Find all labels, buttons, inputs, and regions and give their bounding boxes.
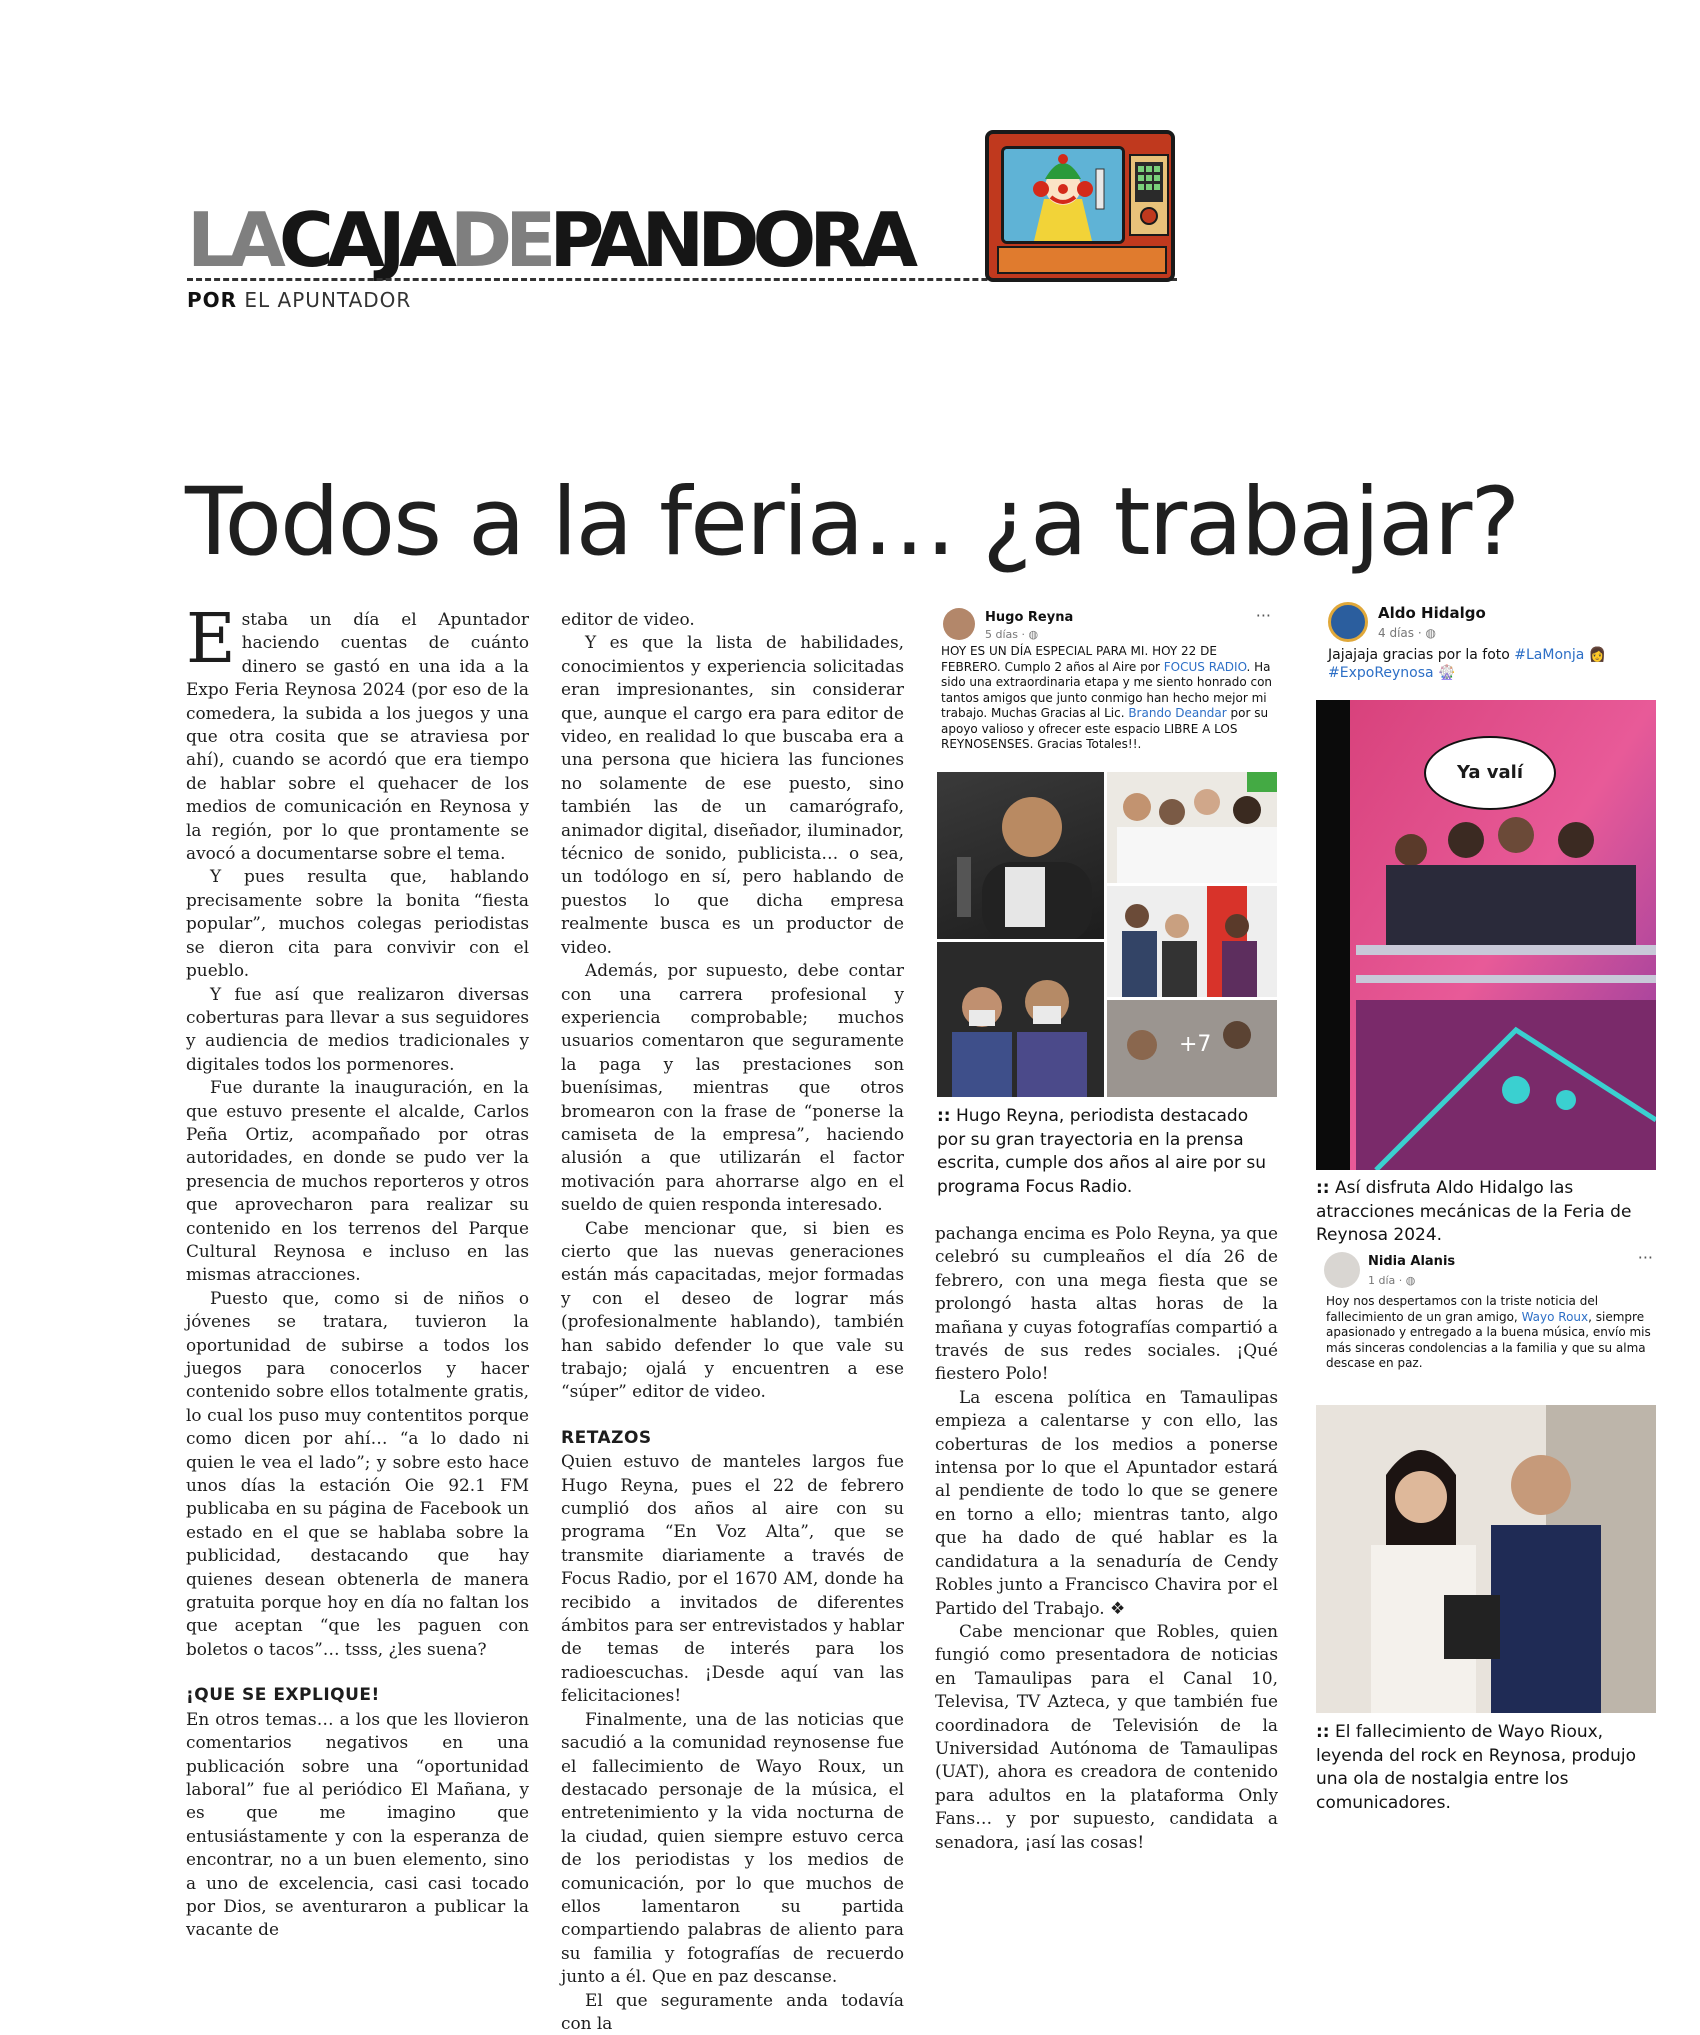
tv-control-panel xyxy=(1129,154,1169,236)
paragraph: editor de video. xyxy=(561,609,695,629)
avatar xyxy=(1324,1252,1360,1288)
byline-por: POR xyxy=(187,288,238,312)
photo-more[interactable] xyxy=(1107,1000,1277,1097)
avatar xyxy=(943,608,975,640)
masthead-de: DE xyxy=(449,196,550,284)
post-text: Hoy nos despertamos con la triste noticia del fallecimiento de un gran amigo, Wayo Roux, siempre apasionado y entregado a la buena música, envío mis más sinceras condolencias a la familia y que su alma descase en paz. xyxy=(1326,1294,1651,1370)
paragraph: El que seguramente anda todavía con la xyxy=(561,1989,904,2033)
facebook-post-aldo xyxy=(1320,596,1660,682)
masthead-caja: CAJA xyxy=(278,196,450,284)
photo-radio-studio xyxy=(937,772,1104,939)
facebook-post-hugo xyxy=(937,604,1277,753)
caption-aldo: :: Así disfruta Aldo Hidalgo las atracciones mecánicas de la Feria de Reynosa 2024. xyxy=(1316,1178,1632,1245)
paragraph-text: staba un día el Apuntador haciendo cuentas de cuánto dinero se gastó en una ida a la Expo Feria Reynosa 2024 (por eso de la comedera, la subida a los juegos y una que otra cosita que se atraviesa por ahí), cuando se acordó que era tiempo de hablar sobre el quehacer de los medios de comunicación en Reynosa y la región, por lo que prontamente se avocó a documentarse sobre el tema. xyxy=(186,609,529,864)
article-column-1 xyxy=(186,600,529,1942)
globe-icon: ◍ xyxy=(1425,626,1436,640)
caption-nidia: :: El fallecimiento de Wayo Rioux, leyenda del rock en Reynosa, produjo una ola de nostalgia entre los comunicadores. xyxy=(1316,1722,1637,1813)
article-headline: Todos a la feria… ¿a trabajar? xyxy=(185,468,1519,577)
photo-masks xyxy=(937,942,1104,1097)
section-masthead xyxy=(187,196,947,284)
post-meta: 1 día · ◍ xyxy=(1368,1274,1416,1287)
article-column-2 xyxy=(561,608,904,2035)
paragraph: En otros temas… a los que les llovieron comentarios negativos en una publicación sobre una “oportunidad laboral” fue al periódico El Mañana, y es que me imagino que entusiástamente y con la esperanza de encontrar, no a un buen elemento, sino a uno de excelencia, casi casi tocado por Dios, se aventuraron a publicar la vacante de xyxy=(186,1708,529,1940)
paragraph: Puesto que, como si de niños o jóvenes se tratara, tuvieron la oportunidad de subirse a todos los juegos para conocerlos y hacer contenido sobre ellos totalmente gratis, lo cual los puso muy contentitos porque como dicen por ahí… “a lo dado ni quien le vea el lado”; y sobre esto hace unos días la estación Oie 92.1 FM publicaba en su página de Facebook un estado en el que se hablaba sobre la publicidad, destacando que hay quienes desean obtenerla de manera gratuita porque hoy en día no faltan los que aceptan “que les paguen con boletos o tacos”… tsss, ¿les suena? xyxy=(186,1287,529,1659)
link-focus-radio[interactable]: FOCUS RADIO xyxy=(1163,659,1247,674)
masthead-pandora: PANDORA xyxy=(549,196,912,284)
post-author: Hugo Reyna xyxy=(985,610,1074,625)
globe-icon: ◍ xyxy=(1405,1274,1416,1287)
clown-tv-icon xyxy=(985,130,1175,282)
paragraph: Finalmente, una de las noticias que sacudió a la comunidad reynosense fue el fallecimiento de Wayo Roux, un destacado personaje de la música, el entretenimiento y la vida nocturna de la ciudad, quien siempre estuvo cerca de los periodistas y los medios de comunicación, por lo que muchos de ellos lamentaron su partida compartiendo palabras de aliento para su familia y fotografías de recuerdo junto a él. Que en paz descanse. xyxy=(561,1708,904,1987)
link-wayo-roux[interactable]: Wayo Roux xyxy=(1521,1309,1589,1324)
paragraph: La escena política en Tamaulipas empieza a calentarse y con ello, las coberturas de los medios a ponerse intensa por lo que el Apuntador estará al pendiente de todo lo que se genere en torno a ello; mientras tanto, algo que ha dado de qué hablar es la candidatura a la senaduría de Cendy Robles junto a Francisco Chavira por el Partido del Trabajo. ❖ xyxy=(935,1386,1278,1618)
more-photos-count: +7 xyxy=(1179,1032,1212,1057)
photo-wayo-roux xyxy=(1316,1405,1656,1713)
post-text: Jajajaja gracias por la foto #LaMonja 👩 #ExpoReynosa 🎡 xyxy=(1328,647,1607,681)
photo-studio-group xyxy=(1107,886,1277,997)
subheading: RETAZOS xyxy=(561,1427,652,1448)
more-options-icon: ··· xyxy=(1255,606,1271,625)
paragraph: Y es que la lista de habilidades, conocimientos y experiencia solicitadas eran impresionantes, sin considerar que, aunque el cargo era para editor de video, en realidad lo que buscaba era a una persona que hiciera las funciones no solamente de ese puesto, sino también las de un camarógrafo, animador digital, diseñador, iluminador, técnico de sonido, publicista… o sea, un todólogo en sí, pero hablando de puestos lo que dicha empresa realmente busca es un productor de video. xyxy=(561,632,904,957)
tv-screen xyxy=(1001,146,1125,244)
paragraph xyxy=(186,600,529,865)
link-brando-deandar[interactable]: Brando Deandar xyxy=(1128,706,1227,720)
facebook-post-nidia xyxy=(1316,1246,1661,1372)
paragraph: Y pues resulta que, hablando precisamente sobre la bonita “fiesta popular”, muchos colegas periodistas se dieron cita para convivir con el pueblo. xyxy=(186,866,529,981)
more-options-icon: ··· xyxy=(1637,1248,1653,1267)
avatar xyxy=(1328,602,1368,642)
paragraph: Quien estuvo de manteles largos fue Hugo Reyna, pues el 22 de febrero cumplió dos años al aire con su programa “En Voz Alta”, que se transmite diariamente a través de Focus Radio, por el 1670 AM, donde ha recibido a invitados de diferentes ámbitos para ser entrevistados y hablar de temas de interés para los radioescuchas. ¡Desde aquí van las felicitaciones! xyxy=(561,1451,904,1706)
paragraph: Y fue así que realizaron diversas coberturas para llevar a sus seguidores y audiencia de medios tradicionales y digitales todos los pormenores. xyxy=(186,983,529,1074)
hashtag-exporeynosa[interactable]: #ExpoReynosa xyxy=(1328,665,1434,681)
paragraph: Fue durante la inauguración, en la que estuvo presente el alcalde, Carlos Peña Ortiz, acompañado por otras autoridades, en donde se pudo ver la presencia de muchos reporteros y otros que aprovecharon para realizar su contenido en los terrenos del Parque Cultural Reynosa e incluso en las mismas atracciones. xyxy=(186,1077,529,1285)
hashtag-lamonja[interactable]: #LaMonja xyxy=(1514,647,1585,663)
post-author: Nidia Alanis xyxy=(1368,1254,1456,1269)
byline-author: EL APUNTADOR xyxy=(244,288,412,312)
paragraph: Además, por supuesto, debe contar con una carrera profesional y experiencia comprobable; muchos usuarios comentaron que seguramente la paga y las prestaciones son buenísimas, mientras que otros bromearon con la frase de “ponerse la camiseta de la empresa”, haciendo alusión a que utilizarán el factor motivación para ahorrarse algo en el sueldo de quien responda interesado. xyxy=(561,960,904,1215)
post-meta: 5 días · ◍ xyxy=(985,628,1039,641)
post-meta: 4 días · ◍ xyxy=(1378,626,1436,640)
post-text: HOY ES UN DÍA ESPECIAL PARA MI. HOY 22 DE FEBRERO. Cumplo 2 años al Aire por FOCUS RADIO. Ha sido una extraordinaria etapa y me siento honrado con tantos amigos que junto conmigo han hecho mejor mi trabajo. Muchas Gracias al Lic. Brando Deandar por su apoyo valioso y ofrecer este espacio LIBRE A LOS REYNOSENSES. Gracias Totales!!. xyxy=(941,644,1273,751)
subheading: ¡QUE SE EXPLIQUE! xyxy=(186,1685,380,1706)
drop-cap: E xyxy=(186,600,236,679)
speech-bubble: Ya valí xyxy=(1424,736,1556,810)
article-column-3 xyxy=(935,1222,1278,1854)
tv-base xyxy=(997,246,1167,274)
ferris-wheel-emoji-icon: 🎡 xyxy=(1438,665,1456,681)
nun-emoji-icon: 👩 xyxy=(1588,647,1607,663)
globe-icon: ◍ xyxy=(1028,628,1039,641)
photo-group xyxy=(1107,772,1277,883)
caption-hugo: :: Hugo Reyna, periodista destacado por su gran trayectoria en la prensa escrita, cumple dos años al aire por su programa Focus Radio. xyxy=(937,1106,1267,1197)
paragraph: Cabe mencionar que Robles, quien fungió como presentadora de noticias en Tamaulipas para el Canal 10, Televisa, TV Azteca, y que también fue coordinadora de Televisión de la Universidad Autónoma de Tamaulipas (UAT), ahora es creadora de contenido para adultos en la plataforma Only Fans… y por supuesto, candidata a senadora, ¡así las cosas! xyxy=(935,1620,1278,1852)
byline xyxy=(187,288,411,312)
photo-fair-ride xyxy=(1316,700,1656,1170)
post-author: Aldo Hidalgo xyxy=(1378,604,1486,622)
paragraph: pachanga encima es Polo Reyna, ya que celebró su cumpleaños el día 26 de febrero, con una mega fiesta que se prolongó hasta altas horas de la mañana y cuyas fotografías compartió a través de sus redes sociales. ¡Qué fiestero Polo! xyxy=(935,1223,1278,1384)
paragraph: Cabe mencionar que, si bien es cierto que las nuevas generaciones están más capacitadas, mejor formadas y con el deseo de lograr más (profesionalmente hablando), también han sabido defender lo que vale su trabajo; ojalá y encuentren a ese “súper” editor de video. xyxy=(561,1217,904,1402)
masthead-la: LA xyxy=(187,196,279,284)
clown-icon xyxy=(1004,149,1122,241)
